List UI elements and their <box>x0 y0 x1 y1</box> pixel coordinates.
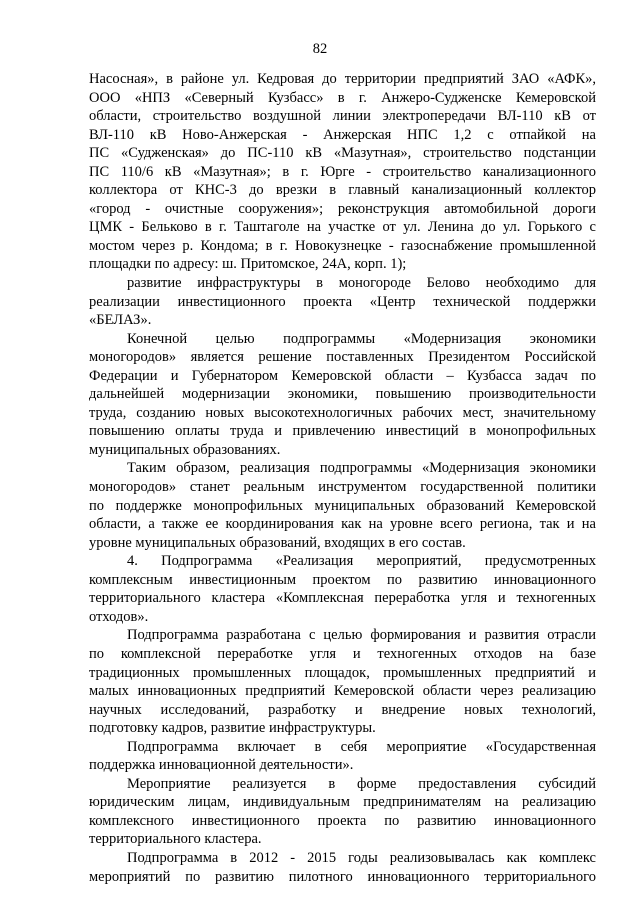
paragraph-line: Подпрограмма включает в себя мероприятие «Государственная <box>127 738 596 755</box>
paragraph-line: площадки по адресу: ш. Притомское, 24А, корп. 1); <box>89 256 407 273</box>
paragraph-line: труда, созданию новых высокотехнологичных рабочих мест, значительному <box>89 404 596 421</box>
paragraph-line: территориального кластера. <box>89 831 262 848</box>
paragraph-line: научных исследований, разработку и внедрение новых технологий, <box>89 701 596 718</box>
paragraph-line: реализации инвестиционного проекта «Центр технической поддержки <box>89 293 596 310</box>
paragraph-line: Насосная», в районе ул. Кедровая до территории предприятий ЗАО «АФК», <box>89 71 596 87</box>
paragraph-line: моногородов» станет реальным инструментом государственной политики <box>89 479 596 496</box>
paragraph-line: коллектора от КНС-3 до врезки в главный канализационный коллектор <box>89 182 596 199</box>
paragraph-line: юридическим лицам, индивидуальным предпринимателям на реализацию <box>89 794 596 811</box>
paragraph-line: 4. Подпрограмма «Реализация мероприятий, предусмотренных <box>127 553 596 570</box>
paragraph <box>89 775 596 849</box>
paragraph-line: подготовку кадров, развитие инфраструктуры. <box>89 720 376 737</box>
paragraph-line: мероприятий по развитию пилотного инновационного территориального <box>89 868 596 885</box>
paragraph-line: комплексного инвестиционного проекта по развитию инновационного <box>89 812 596 829</box>
paragraph-line: ЦМК - Бельково в г. Таштаголе на участке от ул. Ленина до ул. Горького с <box>89 219 596 236</box>
paragraph <box>89 70 596 274</box>
paragraph-line: Подпрограмма в 2012 - 2015 годы реализовывалась как комплекс <box>127 849 596 866</box>
paragraph <box>89 849 596 886</box>
paragraph-line: комплексным инвестиционным проектом по развитию инновационного <box>89 571 596 588</box>
paragraph <box>89 626 596 737</box>
paragraph <box>89 330 596 460</box>
paragraph-line: ПС 110/6 кВ «Мазутная»; в г. Юрге - строительство канализационного <box>89 163 596 180</box>
paragraph-line: «БЕЛАЗ». <box>89 312 152 329</box>
paragraph <box>89 552 596 626</box>
paragraph-line: поддержка инновационной деятельности». <box>89 757 354 774</box>
paragraph-line: области, строительство воздушной линии электропередачи ВЛ-110 кВ от <box>89 108 596 125</box>
paragraph-line: повышению оплаты труда и привлечению инвестиций в монопрофильных <box>89 423 596 440</box>
paragraph-line: по поддержке монопрофильных муниципальных образований Кемеровской <box>89 497 596 514</box>
paragraph-line: территориального кластера «Комплексная переработка угля и техногенных <box>89 590 596 607</box>
paragraph-line: ООО «НПЗ «Северный Кузбасс» в г. Анжеро-Судженске Кемеровской <box>89 89 596 106</box>
paragraph-line: Мероприятие реализуется в форме предоставления субсидий <box>127 775 596 792</box>
paragraph <box>89 738 596 775</box>
paragraph-line: Федерации и Губернатором Кемеровской области – Кузбасса задач по <box>89 367 596 384</box>
paragraph-line: дальнейшей модернизации экономики, повышению производительности <box>89 386 596 403</box>
paragraph-line: области, а также ее координирования как на уровне всего региона, так и на <box>89 516 596 533</box>
paragraph-line: моногородов» является решение поставленных Президентом Российской <box>89 349 596 366</box>
paragraph-line: ВЛ-110 кВ Ново-Анжерская - Анжерская НПС 1,2 с отпайкой на <box>89 126 596 143</box>
paragraph-line: ПС «Судженская» до ПС-110 кВ «Мазутная», строительство подстанции <box>89 145 596 162</box>
paragraph-line: Подпрограмма разработана с целью формирования и развития отрасли <box>127 627 596 644</box>
paragraph <box>89 459 596 552</box>
paragraph-line: развитие инфраструктуры в моногороде Белово необходимо для <box>127 275 596 292</box>
body-text <box>89 70 596 886</box>
paragraph <box>89 274 596 330</box>
paragraph-line: мостом через р. Кондома; в г. Новокузнецке - газоснабжение промышленной <box>89 237 596 254</box>
paragraph-line: малых инновационных предприятий Кемеровской области через реализацию <box>89 683 596 700</box>
page-number: 82 <box>312 41 328 57</box>
paragraph-line: уровне муниципальных образований, входящих в его состав. <box>89 534 466 551</box>
paragraph-line: Таким образом, реализация подпрограммы «Модернизация экономики <box>127 460 596 477</box>
paragraph-line: муниципальных образованиях. <box>89 441 281 458</box>
paragraph-line: «город - очистные сооружения»; реконструкция автомобильной дороги <box>89 200 596 217</box>
paragraph-line: отходов». <box>89 608 149 625</box>
paragraph-line: Конечной целью подпрограммы «Модернизация экономики <box>127 330 596 347</box>
paragraph-line: по комплексной переработке угля и техногенных отходов на базе <box>89 645 596 662</box>
paragraph-line: традиционных промышленных площадок, промышленных предприятий и <box>89 664 596 681</box>
